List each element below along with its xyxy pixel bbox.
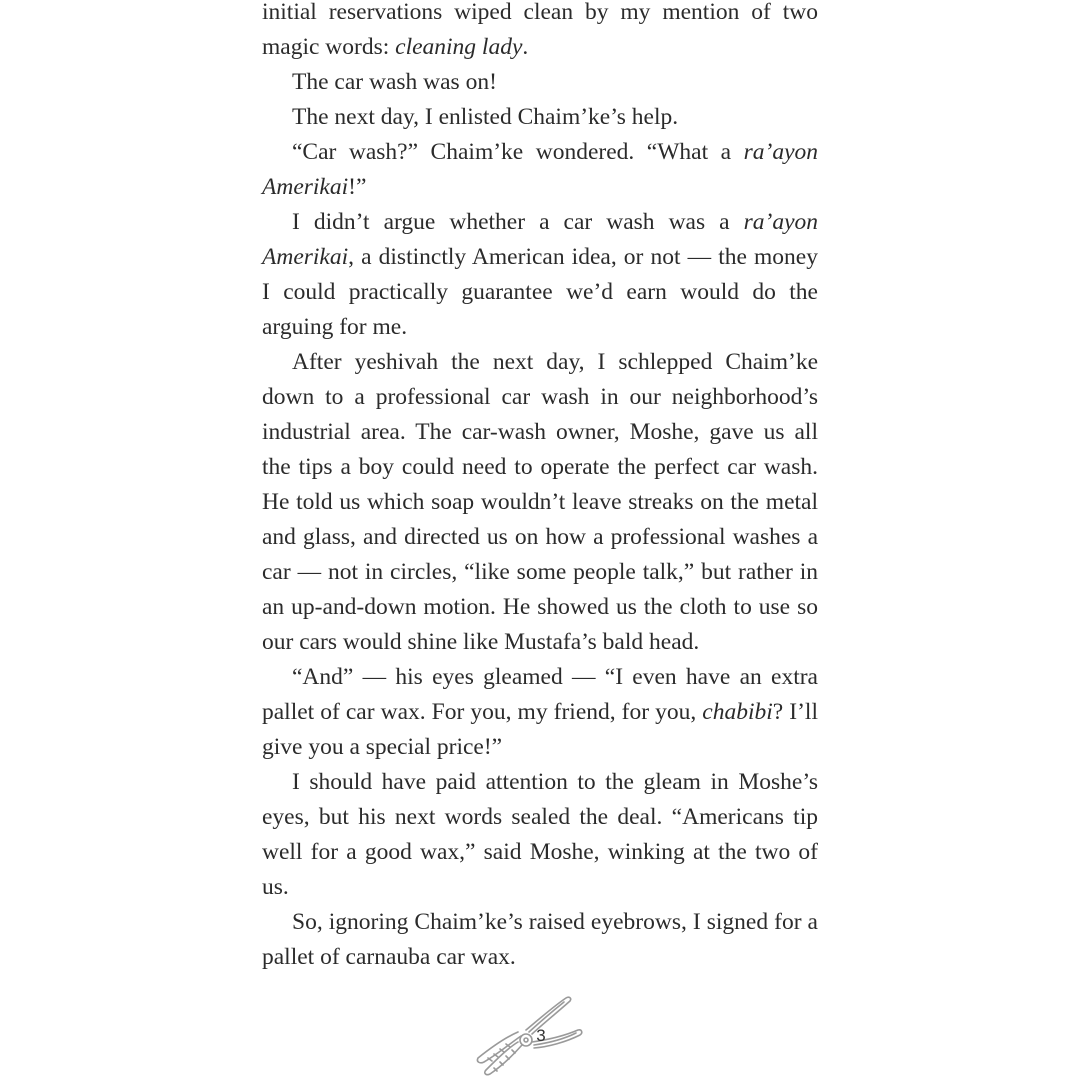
text-run: “Car wash?” Chaim’ke wondered. “What a	[292, 139, 744, 165]
paragraph	[262, 905, 818, 975]
text-run: I didn’t argue whether a car wash was a	[292, 209, 744, 235]
paragraph	[262, 765, 818, 905]
body-text	[262, 0, 818, 975]
text-run: After yeshivah the next day, I schlepped Chaim’ke down to a professional car wash in our neighborhood’s industrial area. The car-wash owner, Moshe, gave us all the tips a boy could need to operate the perfect car wash. He told us which soap wouldn’t leave streaks on the metal and glass, and directed us on how a professional washes a car — not in circles, “like some people talk,” but rather in an up-and-down motion. He showed us the cloth to use so our cars would shine like Mustafa’s bald head.	[262, 349, 818, 655]
pliers-icon	[468, 992, 588, 1078]
text-run: The next day, I enlisted Chaim’ke’s help.	[292, 104, 679, 130]
paragraph	[262, 660, 818, 765]
text-run: .	[522, 34, 529, 60]
italic-text: chabibi	[702, 699, 773, 725]
text-run: initial reservations wiped clean by my mention of two magic words:	[262, 0, 818, 60]
text-run: !”	[348, 174, 367, 200]
text-run: So, ignoring Chaim’ke’s raised eyebrows, I signed for a pallet of carnauba car wax.	[262, 909, 818, 970]
italic-text: ra’ayon Amerikai	[262, 209, 818, 270]
text-run: ? I’ll give you a special price!”	[262, 699, 818, 760]
text-run: “And” — his eyes gleamed — “I even have an extra pallet of car wax. For you, my friend, for you,	[262, 664, 818, 725]
text-run: , a distinctly American idea, or not — the money I could practically guarantee we’d earn would do the arguing for me.	[262, 244, 818, 340]
italic-text: ra’ayon Amerikai	[262, 139, 818, 200]
text-run: I should have paid attention to the gleam in Moshe’s eyes, but his next words sealed the deal. “Americans tip well for a good wax,” said Moshe, winking at the two of us.	[262, 769, 818, 900]
paragraph	[262, 100, 818, 135]
text-run: The car wash was on!	[292, 69, 497, 95]
paragraph	[262, 135, 818, 205]
paragraph	[262, 205, 818, 345]
paragraph	[262, 65, 818, 100]
page-number: 3	[536, 1026, 546, 1045]
paragraph	[262, 345, 818, 660]
italic-text: cleaning lady	[395, 34, 523, 60]
paragraph	[262, 0, 818, 65]
